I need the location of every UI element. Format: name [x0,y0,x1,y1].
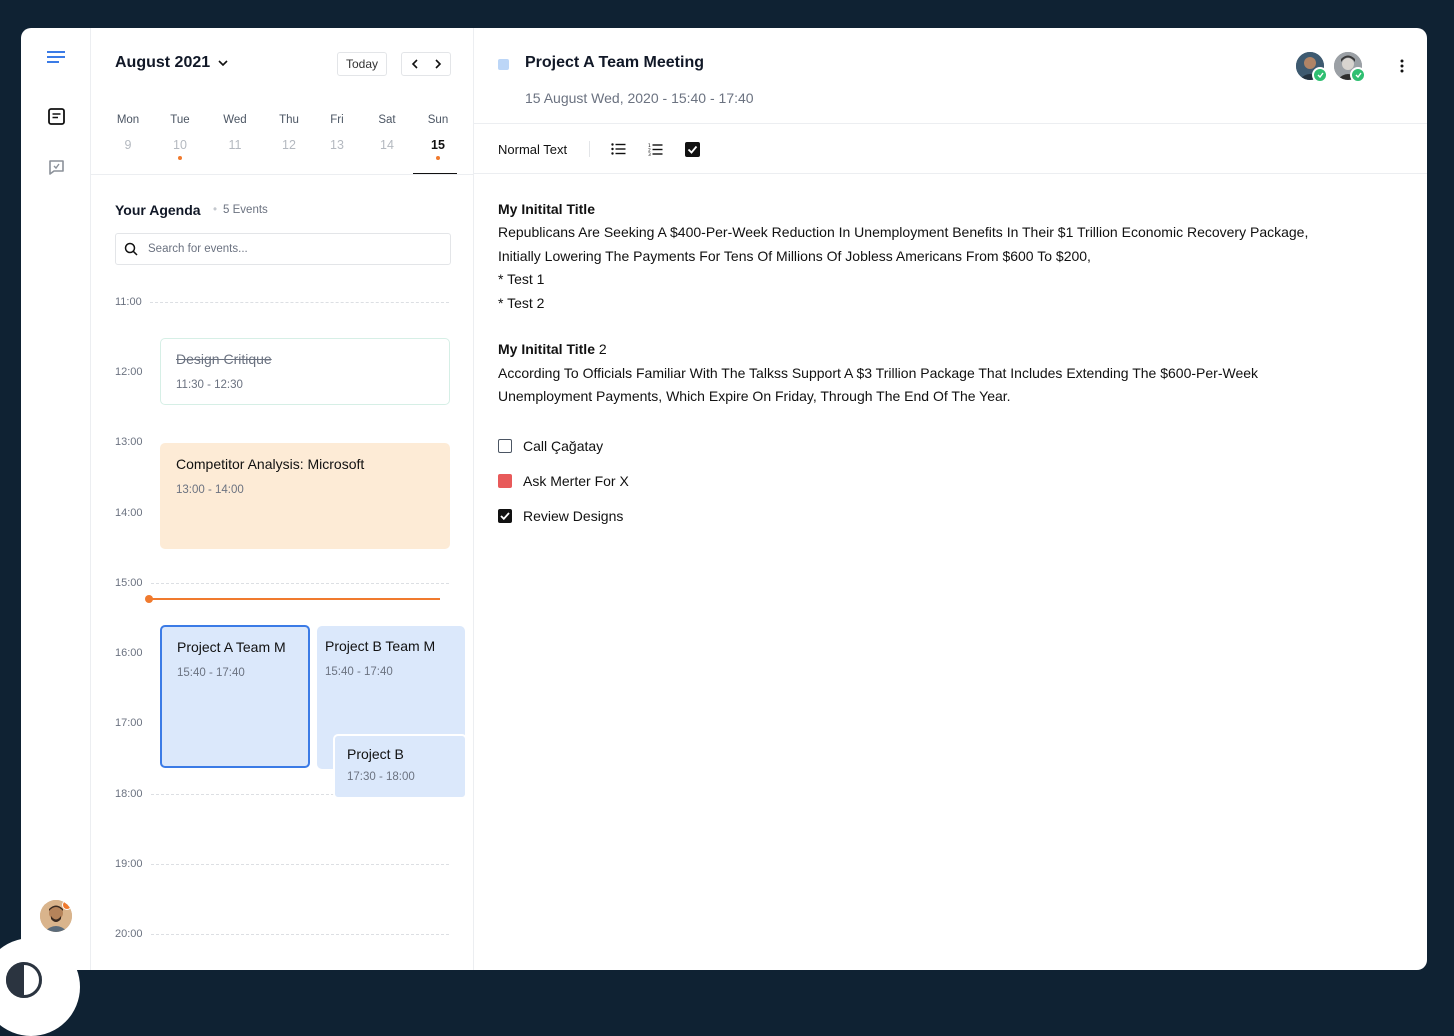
task-label: Call Çağatay [523,437,604,454]
event-color-swatch [498,59,509,70]
doc-heading: My Initital Title [498,341,595,358]
checkbox-checked[interactable] [498,509,512,523]
hour-label: 17:00 [115,717,143,729]
attendee-avatar[interactable] [1294,50,1326,82]
today-button[interactable]: Today [337,52,387,76]
checkbox-unchecked[interactable] [498,439,512,453]
hour-row [115,577,449,589]
day-fri[interactable] [314,114,360,152]
left-rail [21,28,91,970]
day-tue[interactable] [157,114,203,160]
svg-text:2: 2 [647,148,651,153]
doc-paragraph-line: Republicans Are Seeking A $400-Per-Week Reduction In Unemployment Benefits In Their $1 Trillion Economic Recovery Package, [498,224,1309,241]
checkbox-flagged[interactable] [498,474,512,488]
event-title: Design Critique [176,351,272,367]
agenda-count: • 5 Events [213,204,268,216]
divider [91,174,473,175]
attendee-avatars [1294,50,1364,82]
day-thu[interactable] [266,114,312,152]
event-time: 17:30 - 18:00 [347,771,415,783]
doc-bullet: * Test 2 [498,294,545,311]
search-input[interactable] [146,242,440,256]
task-item[interactable] [498,428,629,463]
hour-label: 14:00 [115,507,143,519]
hour-label: 20:00 [115,928,143,940]
day-date: 12 [282,138,296,152]
event-title: Project A Team M [177,639,286,655]
chevron-left-icon[interactable] [402,53,426,75]
notes-document[interactable] [498,198,1398,409]
current-time-line [149,598,440,600]
day-name: Mon [116,114,140,126]
menu-icon[interactable] [46,47,66,67]
event-detail-title[interactable]: Project A Team Meeting [525,54,704,71]
event-title: Project B [347,746,404,762]
search-box [115,233,451,265]
chevron-down-icon [218,60,228,66]
day-date: 15 [431,138,445,152]
hour-label: 16:00 [115,647,143,659]
search-icon [124,242,138,256]
hour-label: 11:00 [115,296,142,308]
week-navigation [401,52,451,76]
day-wed[interactable] [212,114,258,152]
notes-icon[interactable] [46,106,66,126]
text-format-select[interactable]: Normal Text [498,141,568,157]
svg-text:1: 1 [647,143,651,149]
doc-paragraph-line: Initially Lowering The Payments For Tens Of Millions Of Jobless Americans From $600 To $200, [498,247,1091,264]
day-name: Tue [170,114,190,126]
day-name: Fri [330,114,344,126]
month-selector[interactable] [115,54,228,72]
doc-heading-suffix: 2 [594,341,607,358]
hour-label: 19:00 [115,858,143,870]
day-date: 13 [330,138,344,152]
week-strip [105,114,461,176]
doc-paragraph-line: Unemployment Payments, Which Expire On Friday, Through The End Of The Year. [498,388,1011,405]
task-item[interactable] [498,498,629,533]
month-label: August 2021 [115,54,211,71]
check-icon [1350,67,1366,83]
event-dot [436,156,440,160]
calendar-column [91,28,474,970]
hour-label: 18:00 [115,788,143,800]
attendee-avatar[interactable] [1332,50,1364,82]
event-project-a[interactable] [160,625,310,768]
day-name: Wed [223,114,247,126]
user-avatar[interactable] [40,900,72,932]
bullet-list-icon[interactable] [608,139,628,159]
hour-label: 15:00 [115,577,143,589]
day-date: 10 [173,138,187,152]
day-sun[interactable] [415,114,461,160]
day-name: Sun [427,114,449,126]
day-date: 9 [124,138,132,152]
day-date: 11 [228,138,242,152]
doc-paragraph-line: According To Officials Familiar With The Talkss Support A $3 Trillion Package That Includes Extending The $600-Per-Week [498,364,1259,381]
event-time: 11:30 - 12:30 [176,379,243,391]
checkbox-list-icon[interactable] [682,139,702,159]
divider [474,123,1427,124]
notification-dot [62,900,72,910]
event-time: 15:40 - 17:40 [177,667,245,679]
event-title: Project B Team M [325,638,436,654]
day-sat[interactable] [364,114,410,152]
event-title: Competitor Analysis: Microsoft [176,456,365,472]
task-item[interactable] [498,463,629,498]
app-window [21,28,1427,970]
event-time: 13:00 - 14:00 [176,484,244,496]
event-competitor-analysis[interactable] [160,443,450,549]
hour-label: 13:00 [115,436,143,448]
day-date: 14 [380,138,394,152]
editor-toolbar [498,138,719,160]
check-icon [1312,67,1328,83]
day-name: Thu [279,114,299,126]
hour-label: 12:00 [115,366,143,378]
event-dot [178,156,182,160]
event-time: 15:40 - 17:40 [325,666,393,678]
task-label: Review Designs [523,507,624,524]
agenda-title: Your Agenda [115,202,201,218]
event-project-b[interactable] [333,734,467,799]
day-name: Sat [378,114,396,126]
chevron-right-icon[interactable] [426,53,450,75]
chat-icon[interactable] [46,157,66,177]
divider [474,173,1427,174]
event-detail-date: 15 August Wed, 2020 - 15:40 - 17:40 [525,90,754,106]
hour-row [115,296,449,308]
task-label: Ask Merter For X [523,472,629,489]
task-list [498,428,629,533]
hour-row [115,928,449,940]
day-mon[interactable] [105,114,151,152]
svg-text:3: 3 [647,152,651,156]
numbered-list-icon[interactable] [645,139,665,159]
event-detail-panel [474,28,1427,970]
more-options-icon[interactable] [1392,56,1412,76]
event-design-critique[interactable] [160,338,450,405]
doc-heading: My Initital Title [498,201,595,217]
hour-row [115,858,449,870]
doc-bullet: * Test 1 [498,271,545,288]
